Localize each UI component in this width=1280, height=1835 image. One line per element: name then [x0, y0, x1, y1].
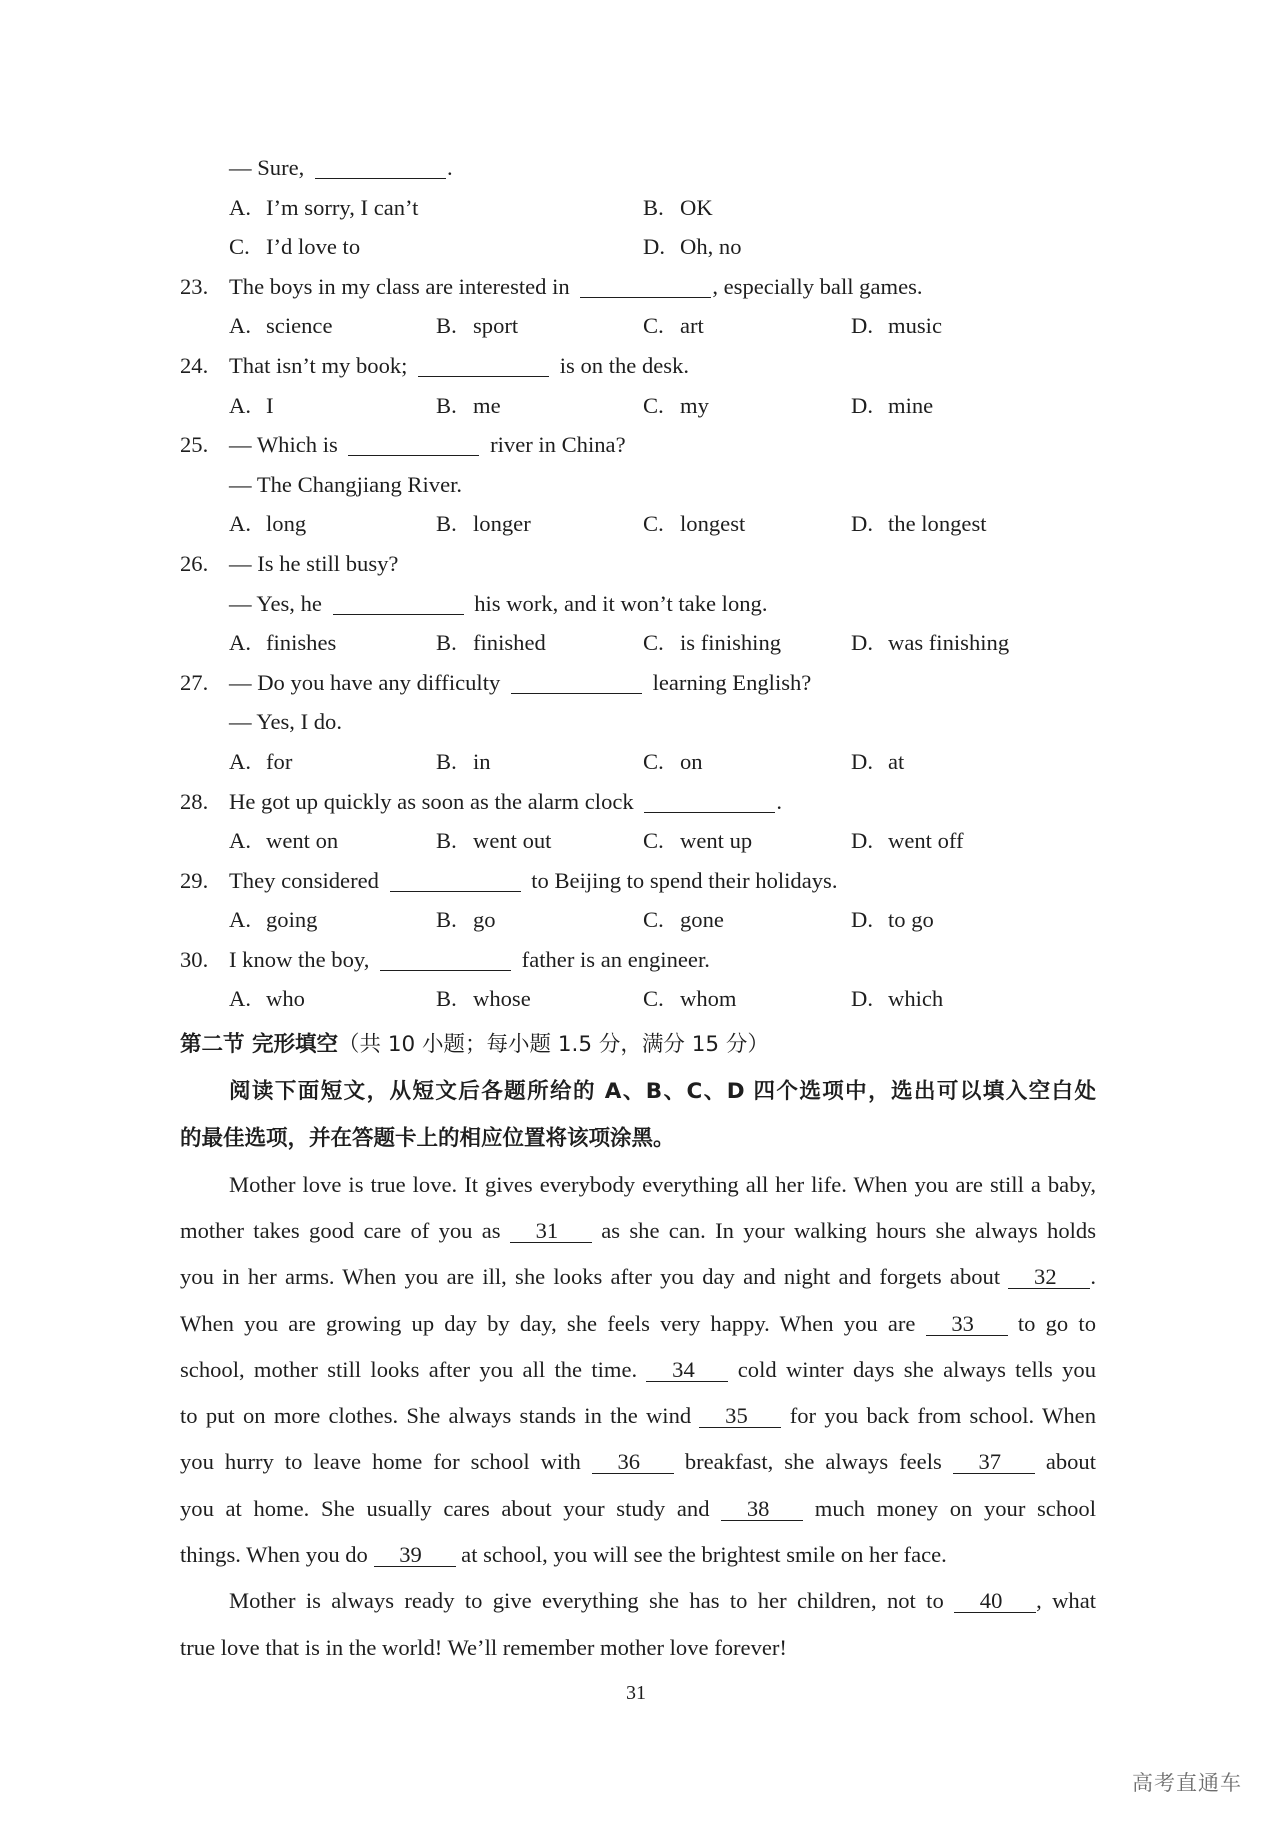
cloze-blank-38: 38 — [721, 1498, 803, 1521]
option-text: music — [888, 313, 942, 339]
passage-text: at school, you will see the brightest smile on her face. — [461, 1542, 947, 1568]
passage-text: cold winter days she always tells you — [737, 1356, 1097, 1382]
stem-text: father is an engineer. — [521, 946, 710, 972]
option-letter: C. — [643, 748, 664, 774]
stem-text: . — [446, 155, 453, 180]
stem-text: They considered — [229, 867, 379, 893]
option-letter: D. — [851, 630, 873, 656]
question-stem — [229, 425, 626, 465]
stem-text: — Which is — [229, 432, 338, 458]
option-text: Oh, no — [680, 234, 742, 260]
option-letter: D. — [851, 511, 873, 537]
option-text: art — [680, 313, 704, 339]
dialogue-reply: — The Changjiang River. — [229, 471, 463, 497]
question-number: 27. — [180, 669, 209, 695]
cloze-blank-31: 31 — [510, 1220, 592, 1243]
question-stem — [229, 267, 923, 307]
option-d — [643, 227, 742, 267]
option-letter: A. — [229, 511, 251, 537]
option-a — [229, 386, 274, 426]
watermark: 高考直通车 — [1132, 1771, 1242, 1795]
passage-text: true love that is in the world! We’ll remember mother love forever! — [180, 1634, 787, 1660]
option-b — [436, 306, 518, 346]
option-letter: A. — [229, 828, 251, 854]
option-text: go — [473, 907, 496, 933]
option-letter: D. — [851, 748, 873, 774]
dialogue-prompt: — Is he still busy? — [229, 550, 399, 576]
question-26-prompt — [180, 544, 1096, 584]
option-letter: C. — [643, 313, 664, 339]
question-27-stem — [180, 663, 1096, 703]
question-29-options — [180, 900, 1096, 940]
option-text: went off — [888, 828, 964, 854]
option-letter: C. — [643, 392, 664, 418]
option-letter: C. — [643, 630, 664, 656]
option-d — [851, 386, 933, 426]
option-text: whose — [473, 986, 531, 1012]
question-stem — [229, 940, 710, 980]
option-letter: D. — [851, 907, 873, 933]
option-text: long — [266, 511, 307, 537]
passage-text: . — [1090, 1264, 1096, 1290]
question-25-stem — [180, 425, 1096, 465]
passage-text: you at home. She usually cares about your study and — [180, 1495, 710, 1521]
option-text: science — [266, 313, 333, 339]
option-text: sport — [473, 313, 519, 339]
option-d — [851, 979, 943, 1019]
option-c — [229, 227, 360, 267]
passage-line — [180, 1578, 1096, 1624]
answer-blank — [315, 161, 446, 179]
passage-line — [180, 1301, 1096, 1347]
option-letter: B. — [436, 630, 457, 656]
cloze-blank-34: 34 — [646, 1359, 728, 1382]
passage-line — [180, 1208, 1096, 1254]
option-text: longest — [680, 511, 746, 537]
answer-blank — [348, 438, 479, 456]
option-text: on — [680, 748, 703, 774]
option-text: I’m sorry, I can’t — [266, 194, 419, 220]
answer-blank — [390, 874, 521, 892]
page-number: 31 — [626, 1682, 646, 1704]
question-number: 29. — [180, 867, 209, 893]
option-c — [643, 306, 704, 346]
option-letter: C. — [643, 511, 664, 537]
question-stem — [229, 663, 811, 703]
question-22-options-cd — [180, 227, 1096, 267]
question-28-options — [180, 821, 1096, 861]
option-letter: A. — [229, 194, 251, 220]
passage-text: breakfast, she always feels — [684, 1449, 942, 1475]
answer-blank — [644, 795, 775, 813]
passage-line — [180, 1486, 1096, 1532]
passage-text: things. When you do — [180, 1542, 368, 1568]
option-text: my — [680, 392, 709, 418]
question-30-options — [180, 979, 1096, 1019]
section-instructions-line: 阅读下面短文，从短文后各题所给的 A、B、C、D 四个选项中，选出可以填入空白处 — [229, 1078, 1096, 1104]
option-letter: B. — [436, 511, 457, 537]
option-letter: A. — [229, 313, 251, 339]
passage-line — [180, 1532, 1096, 1578]
stem-text: That isn’t my book; — [229, 352, 408, 378]
option-text: who — [266, 986, 305, 1012]
question-22-reply — [180, 148, 1096, 188]
passage-text: Mother love is true love. It gives everybody everything all her life. When you are still a baby, — [229, 1171, 1096, 1197]
option-d — [851, 821, 964, 861]
passage-text: for you back from school. When — [789, 1403, 1096, 1429]
stem-text: — Yes, he — [229, 590, 322, 616]
option-c — [643, 979, 736, 1019]
option-text: longer — [473, 511, 531, 537]
question-27-reply — [180, 702, 1096, 742]
passage-text: to go to — [1017, 1310, 1096, 1336]
option-a — [229, 306, 332, 346]
passage-line — [180, 1162, 1096, 1208]
passage-text: Mother is always ready to give everything she has to her children, not to — [229, 1588, 944, 1614]
question-number: 30. — [180, 946, 209, 972]
option-a — [229, 504, 306, 544]
option-c — [643, 821, 752, 861]
section-scoring: （共 10 小题；每小题 1.5 分，满分 15 分） — [338, 1031, 769, 1057]
option-d — [851, 623, 1009, 663]
option-letter: C. — [643, 828, 664, 854]
question-number: 23. — [180, 273, 209, 299]
option-letter: A. — [229, 392, 251, 418]
question-25-reply — [180, 465, 1096, 505]
stem-text: his work, and it won’t take long. — [474, 590, 768, 616]
answer-blank — [580, 280, 711, 298]
passage-text: much money on your school — [814, 1495, 1096, 1521]
question-number: 26. — [180, 550, 209, 576]
option-a — [229, 900, 317, 940]
option-letter: D. — [851, 313, 873, 339]
option-text: in — [473, 748, 491, 774]
stem-text: He got up quickly as soon as the alarm clock — [229, 788, 634, 814]
option-text: whom — [680, 986, 737, 1012]
option-b — [436, 386, 501, 426]
question-number: 28. — [180, 788, 209, 814]
option-text: went out — [473, 828, 552, 854]
option-letter: D. — [643, 234, 665, 260]
question-stem — [229, 584, 768, 624]
passage-text: as she can. In your walking hours she always holds — [601, 1217, 1096, 1243]
option-letter: A. — [229, 630, 251, 656]
option-letter: A. — [229, 986, 251, 1012]
cloze-blank-35: 35 — [699, 1405, 781, 1428]
answer-blank — [418, 359, 549, 377]
section-heading — [180, 1022, 1096, 1068]
option-c — [643, 742, 703, 782]
passage-line — [180, 1439, 1096, 1485]
option-b — [436, 979, 531, 1019]
passage-text: , what — [1036, 1588, 1096, 1614]
stem-text: . — [776, 788, 783, 814]
question-26-stem — [180, 584, 1096, 624]
answer-blank — [511, 676, 642, 694]
passage-line — [180, 1254, 1096, 1300]
option-text: going — [266, 907, 318, 933]
option-letter: B. — [436, 986, 457, 1012]
option-b — [436, 504, 531, 544]
option-c — [643, 386, 709, 426]
option-a — [229, 188, 418, 228]
passage-line — [180, 1347, 1096, 1393]
option-a — [229, 742, 292, 782]
passage-text: school, mother still looks after you all the time. — [180, 1356, 638, 1382]
option-text: the longest — [888, 511, 987, 537]
passage-text: about — [1045, 1449, 1097, 1475]
cloze-blank-39: 39 — [374, 1544, 456, 1567]
stem-text: — Sure, — [229, 155, 305, 180]
stem-text: to Beijing to spend their holidays. — [531, 867, 838, 893]
option-text: finishes — [266, 630, 337, 656]
option-letter: B. — [436, 907, 457, 933]
cloze-blank-36: 36 — [592, 1451, 674, 1474]
option-c — [643, 900, 724, 940]
option-d — [851, 306, 942, 346]
option-b — [436, 821, 551, 861]
cloze-blank-33: 33 — [926, 1313, 1008, 1336]
option-letter: B. — [436, 828, 457, 854]
question-29-stem — [180, 861, 1096, 901]
option-letter: A. — [229, 748, 251, 774]
option-text: I’d love to — [266, 234, 361, 260]
cloze-blank-37: 37 — [953, 1451, 1035, 1474]
question-stem — [229, 782, 782, 822]
option-text: at — [888, 748, 905, 774]
option-b — [436, 623, 546, 663]
option-c — [643, 623, 781, 663]
question-28-stem — [180, 782, 1096, 822]
cloze-blank-40: 40 — [954, 1590, 1036, 1613]
passage-text: When you are growing up day by day, she feels very happy. When you are — [180, 1310, 916, 1336]
question-stem — [229, 346, 689, 386]
option-text: went on — [266, 828, 339, 854]
option-letter: C. — [643, 986, 664, 1012]
cloze-blank-32: 32 — [1008, 1266, 1090, 1289]
stem-text: river in China? — [490, 432, 626, 458]
passage-text: you hurry to leave home for school with — [180, 1449, 581, 1475]
option-b — [643, 188, 713, 228]
option-text: went up — [680, 828, 753, 854]
question-26-options — [180, 623, 1096, 663]
question-stem — [229, 861, 838, 901]
passage-text: to put on more clothes. She always stands in the wind — [180, 1403, 692, 1429]
passage-text: you in her arms. When you are ill, she looks after you day and night and forgets about — [180, 1264, 1001, 1290]
question-24-options — [180, 386, 1096, 426]
option-d — [851, 504, 987, 544]
option-text: gone — [680, 907, 724, 933]
section-title: 第二节 完形填空 — [180, 1031, 338, 1057]
option-c — [643, 504, 745, 544]
option-text: me — [473, 392, 501, 418]
option-d — [851, 742, 904, 782]
option-a — [229, 623, 336, 663]
option-text: finished — [473, 630, 546, 656]
option-text: to go — [888, 907, 934, 933]
page-content — [180, 148, 1096, 1671]
stem-text: learning English? — [652, 669, 812, 695]
question-stem — [229, 148, 453, 188]
question-22-options-ab — [180, 188, 1096, 228]
option-letter: B. — [643, 194, 664, 220]
option-letter: D. — [851, 828, 873, 854]
option-text: which — [888, 986, 944, 1012]
option-text: for — [266, 748, 293, 774]
stem-text: I know the boy, — [229, 946, 370, 972]
option-d — [851, 900, 934, 940]
question-number: 25. — [180, 432, 209, 458]
option-a — [229, 821, 338, 861]
passage-line — [180, 1625, 1096, 1671]
question-30-stem — [180, 940, 1096, 980]
section-instructions-line: 的最佳选项，并在答题卡上的相应位置将该项涂黑。 — [180, 1125, 675, 1151]
option-letter: B. — [436, 392, 457, 418]
option-letter: B. — [436, 748, 457, 774]
answer-blank — [380, 953, 511, 971]
stem-text: , especially ball games. — [712, 273, 923, 299]
stem-text: is on the desk. — [559, 352, 690, 378]
question-23-options — [180, 306, 1096, 346]
option-letter: C. — [229, 234, 250, 260]
stem-text: The boys in my class are interested in — [229, 273, 570, 299]
option-letter: A. — [229, 907, 251, 933]
option-text: is finishing — [680, 630, 782, 656]
option-b — [436, 900, 496, 940]
stem-text: — Do you have any difficulty — [229, 669, 501, 695]
question-23-stem — [180, 267, 1096, 307]
option-letter: D. — [851, 392, 873, 418]
option-letter: D. — [851, 986, 873, 1012]
option-text: I — [266, 392, 274, 418]
option-letter: B. — [436, 313, 457, 339]
answer-blank — [333, 597, 464, 615]
option-text: OK — [680, 194, 713, 220]
option-text: mine — [888, 392, 934, 418]
passage-line — [180, 1393, 1096, 1439]
option-letter: C. — [643, 907, 664, 933]
option-text: was finishing — [888, 630, 1010, 656]
question-24-stem — [180, 346, 1096, 386]
passage-text: mother takes good care of you as — [180, 1217, 501, 1243]
question-number: 24. — [180, 352, 209, 378]
question-27-options — [180, 742, 1096, 782]
dialogue-reply: — Yes, I do. — [229, 709, 342, 735]
question-25-options — [180, 504, 1096, 544]
option-b — [436, 742, 491, 782]
option-a — [229, 979, 305, 1019]
